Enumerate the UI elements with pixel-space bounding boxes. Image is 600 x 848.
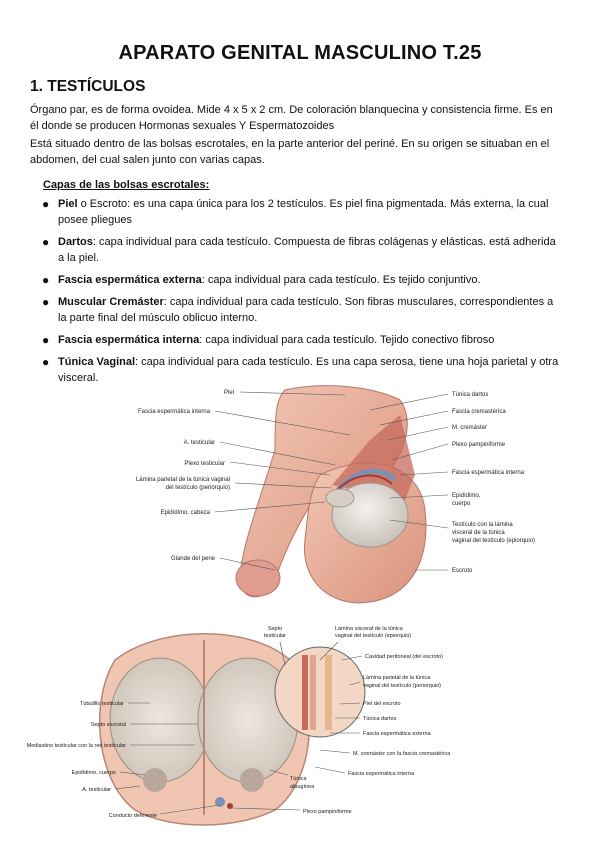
list-item: ● Piel o Escroto: es una capa única para los 2 testículos. Es piel fina pigmentada. Más externa, la cual posee pliegues (42, 197, 549, 226)
label-tunica: Túnica (290, 776, 307, 782)
layer-term: Fascia espermática externa (58, 274, 202, 286)
page-title: APARATO GENITAL MASCULINO T.25 (118, 42, 482, 64)
label-fascia-esp-externa: Fascia espermática externa (363, 731, 431, 737)
label-arteria-testicular: A. testicular (183, 440, 215, 446)
layer-text: : capa individual para cada testículo. Son fibras musculares, correspondientes a la parte final del músculo oblicuo interno. (58, 296, 554, 324)
epididymis-shape (326, 489, 354, 507)
label-epididimo-cabeza: Epidídimo, cabeza (160, 510, 210, 516)
label-fascia-espermatica-interna: Fascia espermática interna (137, 409, 210, 415)
paragraph-description: Órgano par, es de forma ovoidea. Mide 4 x 5 x 2 cm. De coloración blanquecina y consistencia firme. Es en él donde se producen Hormonas sexuales Y Espermatozoides (30, 104, 553, 132)
label-arteria-testicular: A. testicular (82, 787, 111, 793)
layers-list (30, 196, 560, 392)
label-tubulillo: Túbulillo testicular (79, 701, 124, 707)
label-septo-escrotal: Septo escrotal (90, 722, 126, 728)
label-plexo-pampiniforme: Plexo pampiniforme (452, 442, 506, 448)
layer-text: : capa individual para cada testículo. Es una capa serosa, tiene una hoja parietal y otra visceral. (58, 356, 559, 384)
scrotum-layers-illustration (70, 380, 550, 610)
list-item: ● Dartos: capa individual para cada testículo. Compuesta de fibras colágenas y elásticas. está adherida a la piel. (42, 235, 556, 264)
layer-term: Túnica Vaginal (58, 356, 136, 368)
label-tunica-dartos: Túnica dartos (363, 716, 397, 722)
label-lamina-parietal: Lámina parietal de la túnica vaginal (135, 477, 230, 483)
label-plexo-pampiniforme: Plexo pampiniforme (303, 809, 352, 815)
label-tunica-dartos: Túnica dartos (452, 392, 489, 398)
label-lamina-visceral-2: vaginal del testículo (epiorquio) (335, 633, 412, 639)
layer-term: Piel (58, 198, 78, 210)
label-septo: Septo (267, 626, 283, 632)
label-cavidad-peritoneal: Cavidad peritoneal (del escroto) (365, 654, 443, 660)
label-lamina-visceral: Lámina visceral de la túnica (335, 626, 403, 632)
layers-heading: Capas de las bolsas escrotales: (43, 179, 210, 191)
label-testiculo: Testículo con la lámina (452, 522, 513, 528)
label-epididimo: Epidídimo, (452, 493, 481, 499)
label-escroto: Escroto (452, 568, 473, 574)
label-m-cremaster: M. cremáster (452, 425, 488, 431)
layer-text: : capa individual para cada testículo. Compuesta de fibras colágenas y elásticas. está adherida a la piel. (58, 236, 556, 264)
paragraph-location: Está situado dentro de las bolsas escrotales, en la parte anterior del periné. En su origen se situaban en el abdomen, del cual salen junto con varias capas. (30, 138, 550, 166)
label-piel-escroto: Piel del escroto (363, 701, 401, 707)
list-item: ● Fascia espermática externa: capa individual para cada testículo. Es tejido conjuntivo. (42, 273, 481, 287)
label-albuginea: albugínea (290, 784, 315, 790)
layer-term: Fascia espermática interna (58, 334, 200, 346)
layer-term: Muscular Cremáster (58, 296, 164, 308)
label-m-cremaster: M. cremáster con la fascia cremastérica (353, 751, 451, 757)
cross-section-shape (100, 634, 310, 825)
scrotum-cross-section-illustration (20, 620, 580, 830)
label-testicular: testicular (263, 633, 287, 639)
label-piel: Piel (223, 390, 234, 396)
label-testiculo-3: vaginal del testículo (epiorquio) (452, 538, 536, 544)
label-fascia-cremasterica: Fascia cremastérica (452, 409, 506, 415)
section-heading: 1. TESTÍCULOS (30, 78, 146, 95)
label-mediastino: Mediastino testicular con la red testicular (26, 743, 126, 749)
layer-text: : capa individual para cada testículo. Tejido conectivo fibroso (199, 334, 495, 346)
layer-text: : capa individual para cada testículo. Es tejido conjuntivo. (201, 274, 481, 286)
label-glande: Glande del pene (170, 556, 215, 562)
label-epididimo-cuerpo: Epidídimo, cuerpo (71, 770, 116, 776)
list-item: ● Fascia espermática interna: capa individual para cada testículo. Tejido conectivo fibroso (42, 333, 495, 347)
label-lamina-parietal: Lámina parietal de la túnica (363, 675, 431, 681)
label-fascia-esp-interna: Fascia espermática interna (348, 771, 415, 777)
layer-term: Dartos (58, 236, 93, 248)
label-conducto-deferente: Conducto deferente (108, 813, 157, 819)
label-plexo-testicular: Plexo testicular (184, 461, 225, 467)
label-testiculo-2: visceral de la túnica (452, 530, 505, 536)
label-lamina-parietal-2: vaginal del testículo (periorquio) (363, 683, 441, 689)
label-cuerpo: cuerpo (452, 501, 471, 507)
list-item: ● Túnica Vaginal: capa individual para cada testículo. Es una capa serosa, tiene una hoja parietal y otra visceral. (42, 355, 559, 384)
label-lamina-parietal-2: del testículo (periorquio) (165, 485, 230, 491)
label-fascia-esp-interna: Fascia espermática interna (452, 470, 525, 476)
magnified-layers-shape (275, 647, 365, 737)
layer-text: o Escroto: es una capa única para los 2 testículos. Es piel fina pigmentada. Más externa, la cual posee pliegues (58, 198, 549, 226)
list-item: ● Muscular Cremáster: capa individual para cada testículo. Son fibras musculares, correspondientes a la parte final del músculo oblicuo interno. (42, 295, 554, 324)
